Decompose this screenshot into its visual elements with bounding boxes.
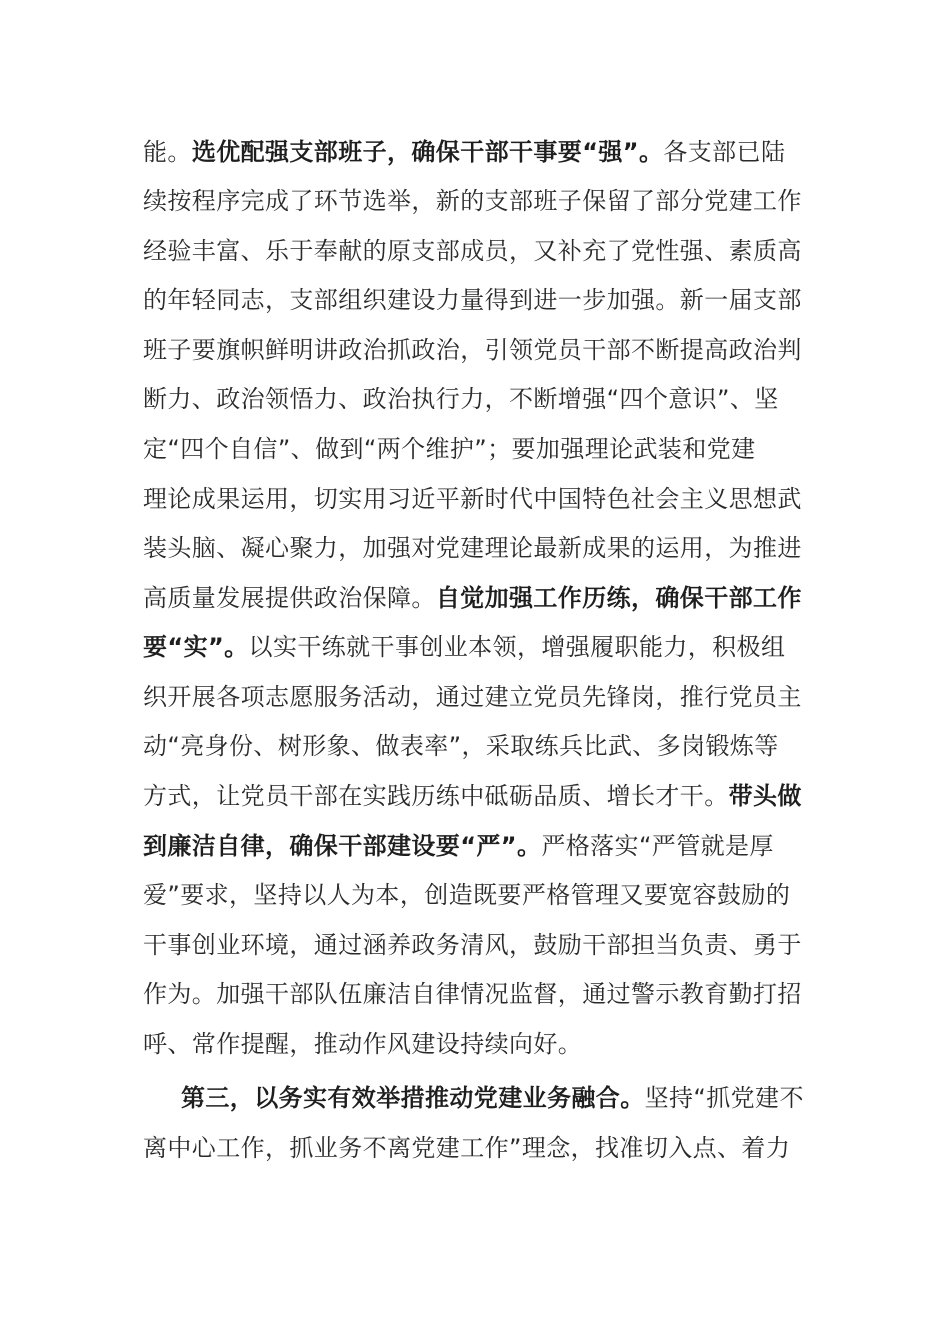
text-line — [143, 183, 802, 219]
text-line — [143, 1026, 582, 1062]
text-run: 定“四个自信”、做到“两个维护”；要加强理论武装和党建 — [143, 435, 756, 463]
text-run: 作为。加强干部队伍廉洁自律情况监督，通过警示教育勤打招 — [143, 980, 802, 1008]
text-line — [143, 877, 790, 913]
text-run: 离中心工作，抓业务不离党建工作”理念，找准切入点、着力 — [143, 1134, 791, 1162]
text-run: 装头脑、凝心聚力，加强对党建理论最新成果的运用，为推进 — [143, 534, 802, 562]
text-line — [143, 381, 779, 417]
text-run: 经验丰富、乐于奉献的原支部成员，又补充了党性强、素质高 — [143, 237, 802, 265]
text-line — [143, 282, 802, 318]
text-line-indented — [181, 1080, 804, 1116]
text-line — [143, 332, 802, 368]
text-run: 班子要旗帜鲜明讲政治抓政治，引领党员干部不断提高政治判 — [143, 336, 802, 364]
text-line — [143, 481, 802, 517]
section-heading-run: 第三，以务实有效举措推动党建业务融合。 — [181, 1084, 645, 1112]
text-line — [143, 134, 785, 170]
text-run: 断力、政治领悟力、政治执行力，不断增强“四个意识”、坚 — [143, 385, 779, 413]
text-line — [143, 976, 802, 1012]
text-run: 严格落实“严管就是厚 — [541, 832, 774, 860]
text-line — [143, 580, 802, 616]
text-run: 各支部已陆 — [663, 138, 786, 166]
bold-heading-run: 带头做 — [728, 782, 802, 810]
text-line — [143, 778, 802, 814]
text-run: 干事创业环境，通过涵养政务清风，鼓励干部担当负责、勇于 — [143, 931, 802, 959]
text-line — [143, 431, 756, 467]
text-line — [143, 927, 802, 963]
text-run: 的年轻同志，支部组织建设力量得到进一步加强。新一届支部 — [143, 286, 802, 314]
text-line — [143, 233, 802, 269]
bold-heading-run: 要“实”。 — [143, 633, 249, 661]
text-run: 以实干练就干事创业本领，增强履职能力，积极组 — [248, 633, 786, 661]
text-line — [143, 1130, 790, 1166]
text-line — [143, 828, 774, 864]
text-line — [143, 530, 802, 566]
text-run: 理论成果运用，切实用习近平新时代中国特色社会主义思想武 — [143, 485, 802, 513]
text-run: 能。 — [143, 138, 192, 166]
text-run: 坚持“抓党建不 — [644, 1084, 804, 1112]
text-line — [143, 679, 802, 715]
text-run: 续按程序完成了环节选举，新的支部班子保留了部分党建工作 — [143, 187, 802, 215]
text-run: 动“亮身份、树形象、做表率”，采取练兵比武、多岗锻炼等 — [143, 732, 779, 760]
text-run: 高质量发展提供政治保障。 — [143, 584, 436, 612]
text-line — [143, 728, 779, 764]
text-line — [143, 629, 785, 665]
text-run: 方式，让党员干部在实践历练中砥砺品质、增长才干。 — [143, 782, 729, 810]
text-run: 织开展各项志愿服务活动，通过建立党员先锋岗，推行党员主 — [143, 683, 802, 711]
bold-heading-run: 自觉加强工作历练，确保干部工作 — [435, 584, 802, 612]
text-run: 呼、常作提醒，推动作风建设持续向好。 — [143, 1030, 583, 1058]
bold-heading-run: 到廉洁自律，确保干部建设要“严”。 — [143, 832, 542, 860]
text-run: 爱”要求，坚持以人为本，创造既要严格管理又要宽容鼓励的 — [143, 881, 791, 909]
bold-heading-run: 选优配强支部班子，确保干部干事要“强”。 — [191, 138, 664, 166]
